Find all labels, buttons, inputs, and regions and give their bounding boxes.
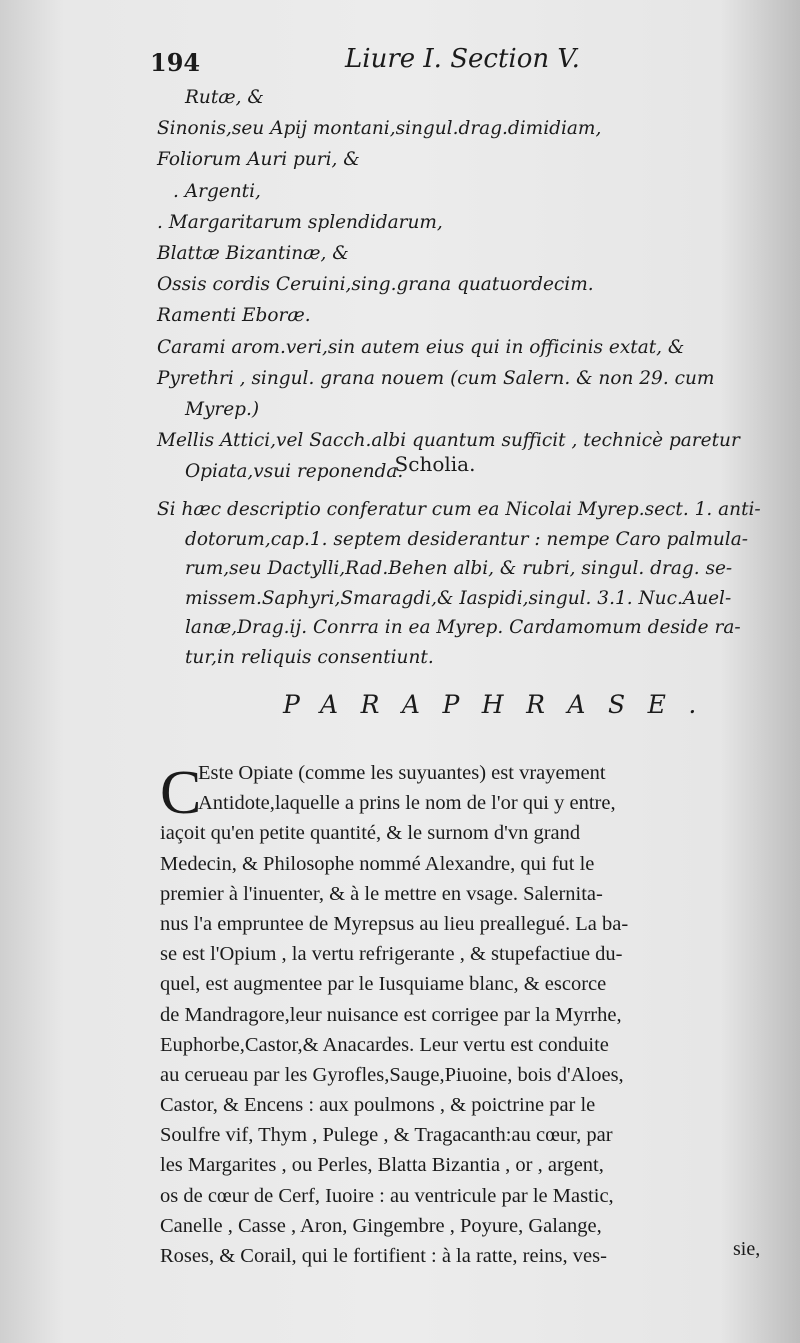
scholia-line: rum,seu Dactylli,Rad.Behen albi, & rubri, singul. drag. se- [185, 558, 733, 580]
scholia-text [157, 495, 797, 673]
scholia-line: tur,in reliquis consentiunt. [185, 646, 434, 668]
recipe-line: Rutæ, & [185, 87, 264, 108]
prose-line: quel, est augmentee par le Iusquiame blanc, & escorce [160, 973, 607, 996]
recipe-line: . Argenti, [173, 180, 261, 202]
prose-line: Antidote,laquelle a prins le nom de l'or qui y entre, [198, 792, 616, 815]
recipe-line: Opiata,vsui reponenda. [185, 461, 404, 483]
prose-line: iaçoit qu'en petite quantité, & le surnom d'vn grand [160, 822, 581, 845]
recipe-line: Pyrethri , singul. grana nouem (cum Salern. & non 29. cum [157, 367, 715, 389]
prose-line: les Margarites , ou Perles, Blatta Bizantia , or , argent, [160, 1154, 604, 1177]
running-title: Liure I. Section V. [345, 44, 580, 74]
prose-line: Euphorbe,Castor,& Anacardes. Leur vertu est conduite [160, 1033, 609, 1056]
prose-line: os de cœur de Cerf, Iuoire : au ventricule par le Mastic, [160, 1184, 614, 1207]
scholia-line: lanæ,Drag.ij. Conrra in ea Myrep. Cardamomum deside ra- [185, 617, 741, 639]
recipe-line: Sinonis,seu Apij montani,singul.drag.dimidiam, [157, 118, 602, 140]
recipe-line: Ossis cordis Ceruini,sing.grana quatuordecim. [157, 274, 594, 296]
prose-line: Roses, & Corail, qui le fortifient : à la ratte, reins, ves- [160, 1245, 607, 1267]
prose-line: Este Opiate (comme les suyuantes) est vrayement [198, 762, 606, 784]
recipe-line: Blattæ Bizantinæ, & [157, 242, 349, 264]
prose-line: Canelle , Casse , Aron, Gingembre , Poyure, Galange, [160, 1214, 602, 1237]
recipe-line: Myrep.) [185, 398, 260, 420]
page-number: 194 [150, 48, 201, 77]
prose-line: Medecin, & Philosophe nommé Alexandre, qui fut le [160, 852, 595, 875]
paraphrase-text [160, 758, 800, 1271]
scholia-heading: Scholia. [394, 452, 476, 476]
catchword: sie, [733, 1238, 761, 1260]
prose-line: se est l'Opium , la vertu refrigerante , & stupefactiue du- [160, 943, 623, 966]
recipe-ingredients [157, 82, 797, 487]
prose-line: au cerueau par les Gyrofles,Sauge,Piuoine, bois d'Aloes, [160, 1063, 624, 1086]
recipe-line: Foliorum Auri puri, & [157, 149, 360, 171]
recipe-line: Mellis Attici,vel Sacch.albi quantum sufficit , technicè paretur [157, 430, 740, 452]
paraphrase-heading: PARAPHRASE. [283, 690, 719, 719]
scholia-line: missem.Saphyri,Smaragdi,& Iaspidi,singul. 3.1. Nuc.Auel- [185, 587, 732, 609]
page-header [150, 44, 670, 84]
prose-line: Soulfre vif, Thym , Pulege , & Tragacanth:au cœur, par [160, 1124, 613, 1147]
drop-cap: C [160, 759, 202, 827]
prose-line: premier à l'inuenter, & à le mettre en vsage. Salernita- [160, 882, 603, 905]
scholia-line: Si hæc descriptio conferatur cum ea Nicolai Myrep.sect. 1. anti- [157, 499, 761, 520]
recipe-line: Carami arom.veri,sin autem eius qui in officinis extat, & [157, 336, 685, 358]
prose-line: nus l'a empruntee de Myrepsus au lieu preallegué. La ba- [160, 912, 629, 935]
prose-line: de Mandragore,leur nuisance est corrigee par la Myrrhe, [160, 1003, 622, 1026]
scholia-line: dotorum,cap.1. septem desiderantur : nempe Caro palmula- [185, 528, 749, 550]
recipe-line: Ramenti Eboræ. [157, 305, 311, 327]
prose-line: Castor, & Encens : aux poulmons , & poictrine par le [160, 1094, 596, 1117]
recipe-line: . Margaritarum splendidarum, [157, 211, 443, 233]
